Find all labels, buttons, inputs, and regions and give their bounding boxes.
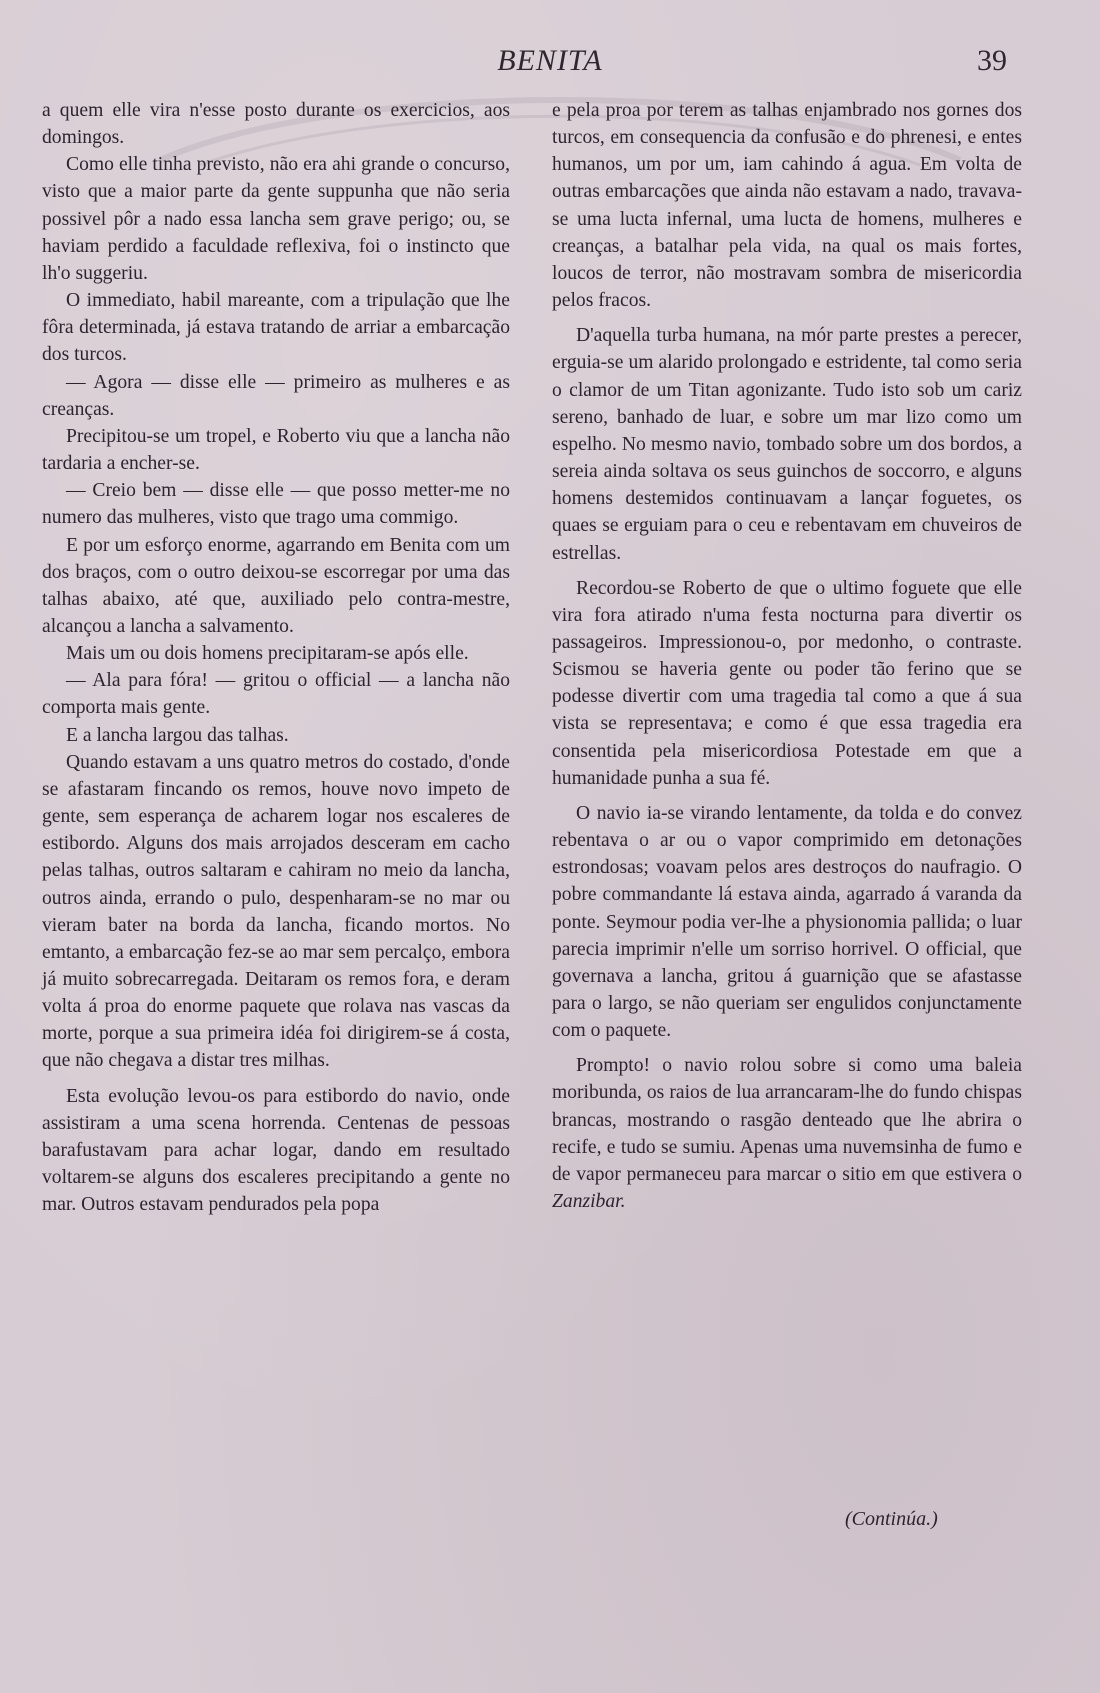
paragraph: a quem elle vira n'esse posto durante os exercicios, aos domingos. [42,100,510,149]
right-column [552,97,1022,1215]
paragraph [552,1052,1022,1215]
paragraph: — Agora — disse elle — primeiro as mulheres e as creanças. [42,371,510,420]
paragraph: E por um esforço enorme, agarrando em Benita com um dos braços, com o outro deixou-se escorregar por uma das talhas abaixo, até que, auxiliado pelo contra-mestre, alcançou a lancha a salvamento. [42,534,510,637]
paragraph: Recordou-se Roberto de que o ultimo foguete que elle vira fora atirado n'uma festa nocturna para divertir os passageiros. Impressionou-o, por medonho, o contraste. Scismou se haveria gente ou poder tão ferino que se podesse divertir com uma tragedia tal como a que á sua vista se representava; e como é que essa tragedia era consentida pela misericordiosa Potestade em que a humanidade punha a sua fé. [552,577,1022,789]
paragraph: — Creio bem — disse elle — que posso metter-me no numero das mulheres, visto que trago uma commigo. [42,480,510,529]
paragraph: Esta evolução levou-os para estibordo do navio, onde assistiram a uma scena horrenda. Centenas de pessoas barafustavam para achar logar, dando em resultado voltarem-se alguns dos escaleres precipitando a gente no mar. Outros estavam pendurados pela popa [42,1085,510,1216]
paragraph: O navio ia-se virando lentamente, da tolda e do convez rebentava o ar ou o vapor comprimido em detonações estrondosas; voavam pelos ares destroços do naufragio. O pobre commandante lá estava ainda, agarrado á varanda da ponte. Seymour podia ver-lhe a physionomia pallida; o luar parecia imprimir n'elle um sorriso horrivel. O official, que governava a lancha, gritou á guarnição que se afastasse para o largo, se não queriam ser engulidos conjunctamente com o paquete. [552,802,1022,1042]
continua-note: (Continúa.) [845,1508,938,1530]
paragraph: E a lancha largou das talhas. [66,724,289,746]
paragraph: Quando estavam a uns quatro metros do costado, d'onde se afastaram fincando os remos, houve novo impeto de gente, sem esperança de acharem logar nos escaleres de estibordo. Alguns dos mais arrojados desceram em cacho pelas talhas, outros saltaram e cahiram no meio da lancha, outros ainda, errando o pulo, despenharam-se no mar ou vieram bater na borda da lancha, ficando mortos. No emtanto, a embarcação fez-se ao mar sem percalço, embora já muito sobrecarregada. Deitaram os remos fora, e deram volta á proa do enorme paquete que rolava nas vascas da morte, porque a sua primeira idéa foi dirigirem-se á costa, que não chegava a distar tres milhas. [42,751,510,1072]
paragraph: Mais um ou dois homens precipitaram-se após elle. [66,643,469,665]
running-title: BENITA [497,44,603,77]
paragraph: O immediato, habil mareante, com a tripulação que lhe fôra determinada, já estava tratando de arriar a embarcação dos turcos. [42,290,510,366]
left-column [42,97,510,1218]
paragraph: D'aquella turba humana, na mór parte prestes a perecer, erguia-se um alarido prolongado e estridente, tal como seria o clamor de um Titan agonizante. Tudo isto sob um cariz sereno, banhado de luar, e sobre um mar lizo como um espelho. No mesmo navio, tombado sobre um dos bordos, a sereia ainda soltava os seus guinchos de soccorro, e alguns homens destemidos continuavam a lançar foguetes, os quaes se erguiam para o ceu e rebentavam em chuveiros de estrellas. [552,325,1022,564]
page-number: 39 [977,44,1007,77]
paragraph: Precipitou-se um tropel, e Roberto viu que a lancha não tardaria a encher-se. [42,425,510,475]
paragraph: e pela proa por terem as talhas enjambrado nos gornes dos turcos, em consequencia da confusão e do phrenesi, e entes humanos, um por um, iam cahindo á agua. Em volta de outras embarcações que ainda não estavam a nado, travava-se uma lucta infernal, uma lucta de homens, mulheres e creanças, a batalhar pela vida, na qual os mais fortes, loucos de terror, não mostravam sombra de misericordia pelos fracos. [552,100,1022,312]
ship-name: Zanzibar. [552,1191,626,1213]
paragraph-text: Prompto! o navio rolou sobre si como uma baleia moribunda, os raios de lua arrancaram-lhe do fundo chispas brancas, mostrando o rasgão denteado que lhe abrira o recife, e tudo se sumiu. Apenas uma nuvemsinha de fumo e de vapor permaneceu para marcar o sitio em que estivera o [552,1055,1022,1185]
paragraph: — Ala para fóra! — gritou o official — a lancha não comporta mais gente. [42,670,510,719]
paragraph: Como elle tinha previsto, não era ahi grande o concurso, visto que a maior parte da gente suppunha que não seria possivel pôr a nado essa lancha sem grave perigo; ou, se haviam perdido a faculdade reflexiva, foi o instincto que lh'o suggeriu. [42,154,510,284]
